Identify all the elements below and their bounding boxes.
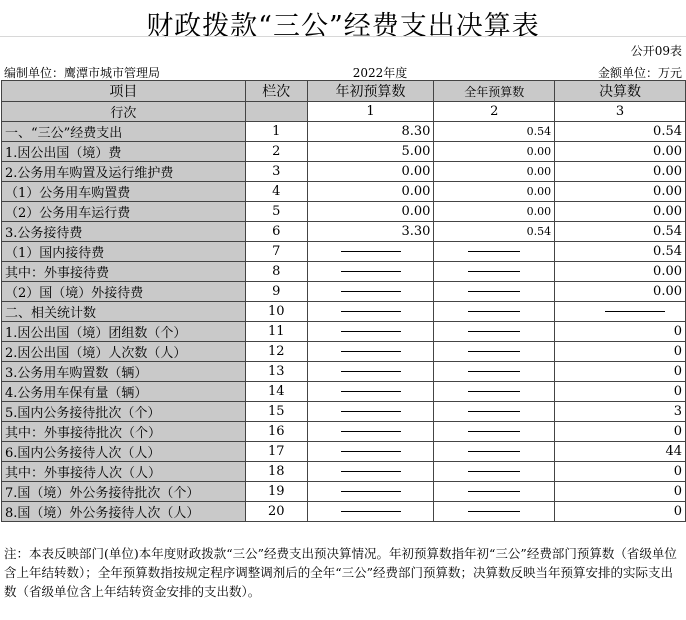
row-item-label: 一、“三公”经费支出 xyxy=(2,122,246,142)
row-full-dash xyxy=(434,362,555,382)
row-initial-dash xyxy=(307,282,434,302)
row-final-value: 0 xyxy=(555,322,686,342)
row-initial-dash xyxy=(307,322,434,342)
dash-line xyxy=(341,271,401,272)
row-final-value: 0.00 xyxy=(555,282,686,302)
row-final-value: 0.54 xyxy=(555,242,686,262)
dash-line xyxy=(468,271,520,272)
row-lanci: 10 xyxy=(245,302,307,322)
row-lanci: 9 xyxy=(245,282,307,302)
table-row xyxy=(2,322,686,342)
table-row xyxy=(2,342,686,362)
dash-line xyxy=(468,291,520,292)
row-final-value: 0.00 xyxy=(555,162,686,182)
row-initial-dash xyxy=(307,442,434,462)
row-final-value: 0.00 xyxy=(555,182,686,202)
table-row xyxy=(2,142,686,162)
reporting-unit: 编制单位：鹰潭市城市管理局 xyxy=(4,66,161,80)
header-item: 项目 xyxy=(2,81,246,102)
footnote: 注：本表反映部门(单位)本年度财政拨款“三公”经费支出预决算情况。年初预算数指年初“三公”经费部门预算数（省级单位含上年结转数）；全年预算数指按规定程序调整调剂后的全年“三公”经费部门预算数；决算数反映当年预算安排的实际支出数（省级单位含上年结转资金安排的支出数）。 xyxy=(4,546,677,599)
row-lanci: 8 xyxy=(245,262,307,282)
row-lanci: 17 xyxy=(245,442,307,462)
row-final-value: 0.54 xyxy=(555,122,686,142)
row-lanci: 14 xyxy=(245,382,307,402)
sequence-row xyxy=(2,102,686,122)
row-lanci: 18 xyxy=(245,462,307,482)
table-row xyxy=(2,382,686,402)
row-lanci: 19 xyxy=(245,482,307,502)
sequence-label: 行次 xyxy=(2,102,246,122)
dash-line xyxy=(341,251,401,252)
dash-line xyxy=(341,491,401,492)
table-row xyxy=(2,442,686,462)
row-full-value: 0.00 xyxy=(434,182,555,202)
row-item-label: 其中：外事接待批次（个） xyxy=(2,422,246,442)
sequence-lanci-blank xyxy=(245,102,307,122)
row-final-value: 0.00 xyxy=(555,142,686,162)
row-initial-dash xyxy=(307,502,434,522)
table-row xyxy=(2,482,686,502)
table-row xyxy=(2,362,686,382)
row-item-label: 2.因公出国（境）人次数（人） xyxy=(2,342,246,362)
row-item-label: 二、相关统计数 xyxy=(2,302,246,322)
row-lanci: 20 xyxy=(245,502,307,522)
dash-line xyxy=(341,351,401,352)
row-full-value: 0.54 xyxy=(434,122,555,142)
row-full-value: 0.00 xyxy=(434,162,555,182)
header-lanci: 栏次 xyxy=(245,81,307,102)
row-initial-value: 0.00 xyxy=(307,202,434,222)
row-initial-value: 0.00 xyxy=(307,182,434,202)
row-full-dash xyxy=(434,442,555,462)
row-full-dash xyxy=(434,502,555,522)
row-initial-value: 5.00 xyxy=(307,142,434,162)
row-final-value: 0 xyxy=(555,382,686,402)
row-initial-dash xyxy=(307,422,434,442)
dash-line xyxy=(341,391,401,392)
row-item-label: （1）公务用车购置费 xyxy=(2,182,246,202)
row-lanci: 13 xyxy=(245,362,307,382)
row-full-dash xyxy=(434,282,555,302)
table-row xyxy=(2,282,686,302)
table-row xyxy=(2,202,686,222)
dash-line xyxy=(341,291,401,292)
row-final-value: 3 xyxy=(555,402,686,422)
table-row xyxy=(2,502,686,522)
row-lanci: 16 xyxy=(245,422,307,442)
row-initial-dash xyxy=(307,402,434,422)
row-full-dash xyxy=(434,242,555,262)
sequence-col-1: 1 xyxy=(307,102,434,122)
row-lanci: 2 xyxy=(245,142,307,162)
row-lanci: 12 xyxy=(245,342,307,362)
row-lanci: 15 xyxy=(245,402,307,422)
row-final-value: 0 xyxy=(555,462,686,482)
row-final-value: 0.00 xyxy=(555,202,686,222)
row-lanci: 4 xyxy=(245,182,307,202)
row-item-label: 1.因公出国（境）团组数（个） xyxy=(2,322,246,342)
row-lanci: 11 xyxy=(245,322,307,342)
row-initial-dash xyxy=(307,262,434,282)
row-item-label: 4.公务用车保有量（辆） xyxy=(2,382,246,402)
dash-line xyxy=(341,311,401,312)
row-lanci: 6 xyxy=(245,222,307,242)
row-item-label: 7.国（境）外公务接待批次（个） xyxy=(2,482,246,502)
header-full-year-budget: 全年预算数 xyxy=(434,81,555,102)
row-lanci: 7 xyxy=(245,242,307,262)
dash-line xyxy=(468,471,520,472)
row-full-dash xyxy=(434,262,555,282)
row-full-dash xyxy=(434,382,555,402)
table-row xyxy=(2,122,686,142)
table-row xyxy=(2,422,686,442)
row-final-value: 0.54 xyxy=(555,222,686,242)
row-full-dash xyxy=(434,482,555,502)
row-item-label: 3.公务用车购置数（辆） xyxy=(2,362,246,382)
row-full-value: 0.00 xyxy=(434,142,555,162)
dash-line xyxy=(605,311,665,312)
row-item-label: 6.国内公务接待人次（人） xyxy=(2,442,246,462)
sequence-col-2: 2 xyxy=(434,102,555,122)
row-final-value: 0 xyxy=(555,422,686,442)
row-item-label: （2）公务用车运行费 xyxy=(2,202,246,222)
row-item-label: 5.国内公务接待批次（个） xyxy=(2,402,246,422)
row-lanci: 5 xyxy=(245,202,307,222)
dash-line xyxy=(468,371,520,372)
table-row xyxy=(2,162,686,182)
row-final-value: 0 xyxy=(555,482,686,502)
page-title: 财政拨款“三公”经费支出决算表 xyxy=(146,11,540,42)
row-initial-dash xyxy=(307,302,434,322)
dash-line xyxy=(468,311,520,312)
row-item-label: （2）国（境）外接待费 xyxy=(2,282,246,302)
row-item-label: （1）国内接待费 xyxy=(2,242,246,262)
expenditure-table xyxy=(1,80,686,522)
table-row xyxy=(2,222,686,242)
form-number: 公开09表 xyxy=(630,44,682,58)
row-item-label: 其中：外事接待人次（人） xyxy=(2,462,246,482)
dash-line xyxy=(341,411,401,412)
dash-line xyxy=(468,451,520,452)
dash-line xyxy=(341,431,401,432)
row-full-dash xyxy=(434,302,555,322)
dash-line xyxy=(341,451,401,452)
dash-line xyxy=(468,491,520,492)
sequence-col-3: 3 xyxy=(555,102,686,122)
dash-line xyxy=(341,471,401,472)
row-full-dash xyxy=(434,422,555,442)
money-unit: 金额单位：万元 xyxy=(597,66,682,80)
row-full-dash xyxy=(434,322,555,342)
row-item-label: 其中：外事接待费 xyxy=(2,262,246,282)
table-row xyxy=(2,302,686,322)
dash-line xyxy=(468,411,520,412)
row-full-dash xyxy=(434,402,555,422)
row-final-value: 0 xyxy=(555,362,686,382)
row-final-value: 44 xyxy=(555,442,686,462)
dash-line xyxy=(468,331,520,332)
table-row xyxy=(2,242,686,262)
table-row xyxy=(2,462,686,482)
dash-line xyxy=(341,331,401,332)
table-row xyxy=(2,262,686,282)
header-row xyxy=(2,81,686,102)
fiscal-year: 2022年度 xyxy=(352,66,408,80)
dash-line xyxy=(468,351,520,352)
row-item-label: 1.因公出国（境）费 xyxy=(2,142,246,162)
table-row xyxy=(2,182,686,202)
row-initial-dash xyxy=(307,242,434,262)
dash-line xyxy=(341,511,401,512)
dash-line xyxy=(468,511,520,512)
row-lanci: 3 xyxy=(245,162,307,182)
dash-line xyxy=(341,371,401,372)
row-initial-dash xyxy=(307,362,434,382)
row-item-label: 3.公务接待费 xyxy=(2,222,246,242)
row-final-value: 0.00 xyxy=(555,262,686,282)
dash-line xyxy=(468,391,520,392)
dash-line xyxy=(468,431,520,432)
row-initial-dash xyxy=(307,342,434,362)
row-initial-value: 3.30 xyxy=(307,222,434,242)
row-initial-value: 8.30 xyxy=(307,122,434,142)
row-lanci: 1 xyxy=(245,122,307,142)
dash-line xyxy=(468,251,520,252)
row-full-value: 0.00 xyxy=(434,202,555,222)
row-initial-dash xyxy=(307,482,434,502)
row-full-dash xyxy=(434,342,555,362)
row-initial-dash xyxy=(307,382,434,402)
row-final-dash xyxy=(555,302,686,322)
header-initial-budget: 年初预算数 xyxy=(307,81,434,102)
row-full-value: 0.54 xyxy=(434,222,555,242)
table-row xyxy=(2,402,686,422)
row-initial-dash xyxy=(307,462,434,482)
row-final-value: 0 xyxy=(555,502,686,522)
row-item-label: 2.公务用车购置及运行维护费 xyxy=(2,162,246,182)
row-full-dash xyxy=(434,462,555,482)
row-final-value: 0 xyxy=(555,342,686,362)
row-initial-value: 0.00 xyxy=(307,162,434,182)
header-final-accounts: 决算数 xyxy=(555,81,686,102)
row-item-label: 8.国（境）外公务接待人次（人） xyxy=(2,502,246,522)
